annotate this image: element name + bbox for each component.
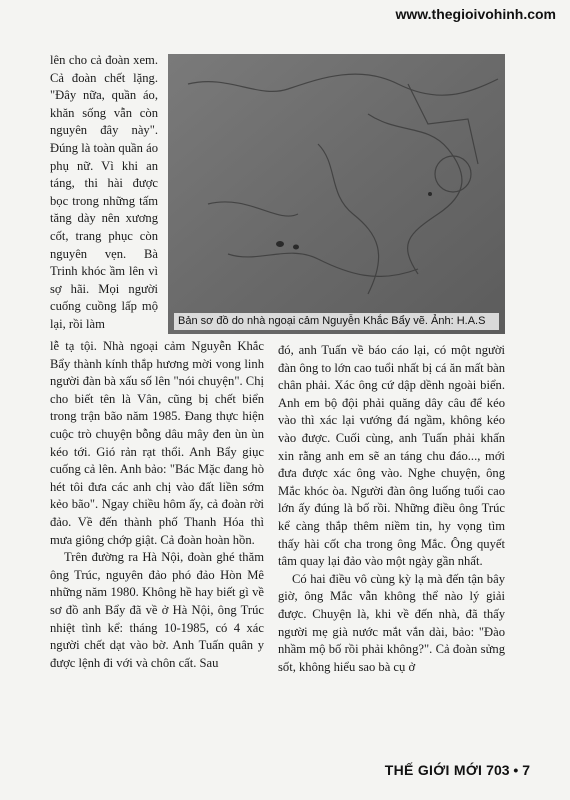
page-footer: [385, 762, 530, 778]
paragraph: Có hai điều vô cùng kỳ lạ mà đến tận bây giờ, ông Mắc vẫn không thể nào lý giải được. Chuyện là, khi về đến nhà, đã thấy người mẹ già nước mắt vắn dài, bảo: "Đào nhầm mộ bố rồi phải không?". Cả đoàn sửng sốt, không hiểu sao bà cụ ở: [278, 571, 505, 674]
figure-caption: Bản sơ đồ do nhà ngoại cảm Nguyễn Khắc Bẩy vẽ. Ảnh: H.A.S: [174, 313, 499, 330]
page-number: 7: [522, 762, 530, 778]
paragraph: lễ tạ tội. Nhà ngoại cảm Nguyễn Khắc Bẩy thành kính thắp hương mời vong linh người đàn bà xấu số lên "nói chuyện". Chị cho biết tên là Vân, cũng bị chết biển trong trận bão năm 1985. Đang thực hiện cuộc trò chuyện bỗng dâu mây đen ùn ùn kéo tới. Gió rản rạt thổi. Anh Bẩy giục cuống cả lên. Anh bảo: "Bác Mặc đang hò hét tôi đưa các anh chị vào đất liền sớm kẻo bão". Ngay chiều hôm ấy, cả đoàn rời đảo. Về đến thành phố Thanh Hóa thì mưa giông chớp giật. Cả đoàn hoàn hồn.: [50, 339, 264, 547]
footer-bullet: •: [513, 762, 519, 778]
publication-name: THẾ GIỚI MỚI: [384, 762, 483, 778]
issue-number: 703: [486, 762, 510, 778]
narrow-column: [50, 52, 158, 334]
article-page: [50, 52, 505, 752]
left-column: [50, 338, 264, 672]
paragraph: đó, anh Tuấn về báo cáo lại, có một người đàn ông to lớn cao tuổi nhất bị cá ăn mất bàn chân phải. Xác ông cứ dập dềnh ngoài biển. Anh em bộ đội phải quăng dây câu để kéo vào thì xác lại vướng đá ngầm, không kéo vào được. Cuối cùng, anh Tuấn phải khấn xin rằng anh em sẽ an táng chu đáo..., mới đưa được xác ông vào. Nghe chuyện, ông Mắc khóc òa. Người đàn ông luống tuổi cao lớn ấy đúng là bố rồi. Những điều ông Trúc kể càng thắp thêm niềm tin, hy vọng tìm thấy hài cốt cha trong ông Mắc. Ông quyết tâm quay lại đảo vào một ngày gần nhất.: [278, 343, 505, 569]
right-column: [278, 342, 505, 676]
site-url[interactable]: www.thegioivohinh.com: [395, 6, 556, 22]
paragraph: lên cho cả đoàn xem. Cả đoàn chết lặng. "Đây nữa, quần áo, khăn sống vẫn còn nguyên đây này". Đúng là toàn quần áo phụ nữ. Vì khi an táng, thi hài được bọc trong những tấm tăng dày nên xương cốt, trang phục còn nguyên vẹn. Bà Trinh khóc ầm lên vì sợ hãi. Mọi người cuống cuồng lấp mộ lại, rồi làm: [50, 53, 158, 331]
paragraph: Trên đường ra Hà Nội, đoàn ghé thăm ông Trúc, nguyên đảo phó đảo Hòn Mê những năm 1980. Không hề hay biết gì về sơ đồ anh Bẩy đã về ở Hà Nội, ông Trúc nhiệt tình kể: tháng 10-1985, có 4 xác người chết dạt vào bờ. Anh Tuấn quân y được lệnh đi với và chôn cất. Sau: [50, 550, 264, 670]
hand-drawn-map: [168, 54, 505, 334]
map-photo: [168, 54, 505, 334]
